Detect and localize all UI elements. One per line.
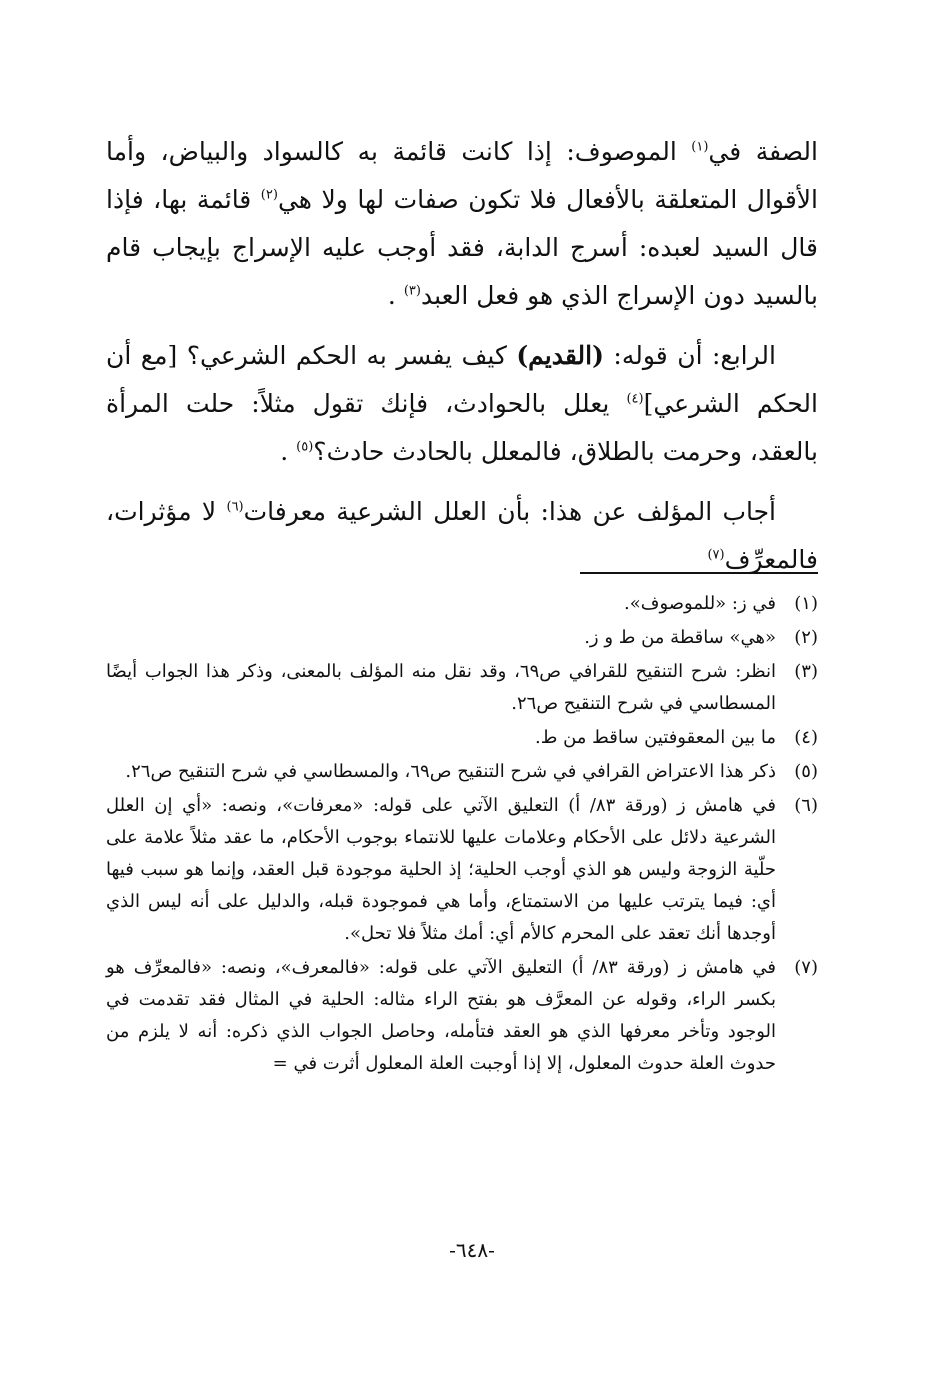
footnote-text: في هامش ز (ورقة ٨٣/ أ) التعليق الآتي على قوله: «معرفات»، ونصه: «أي إن العلل الشرعية دلائل على الأحكام وعلامات عليها للانتماء بوجوب الأحكام، ما عقد مثلاً علامة على حلّية الزوجة وليس هو الذي أوجب الحلية؛ إذ الحلية موجودة قبل العقد، وإنما هو سبب فيها أي: فيما يترتب عليها من الاستمتاع، وأما هي فموجودة قبله، والدليل على أنه ليس الذي أوجدها أنك تعقد على المحرم كالأم أي: أمك مثلاً فلا تحل». [106,795,776,944]
text-segment: قائمة بها، فإذا قال السيد لعبده: أسرج الدابة، فقد أوجب عليه الإسراج بإيجاب قام بالسيد دون الإسراج الذي هو فعل العبد [106,185,818,310]
text-segment: الصفة في [708,137,818,166]
footnote-text: ما بين المعقوفتين ساقط من ط. [535,727,776,748]
text-segment: كيف يفسر به الحكم الشرعي؟ [مع أن الحكم الشرعي] [106,341,818,418]
text-segment: يعلل بالحوادث، فإنك تقول مثلاً: حلت المرأة بالعقد، وحرمت بالطلاق، فالمعلل بالحادث حادث؟ [106,389,818,466]
quoted-term: (القديم) [516,341,604,370]
text-segment: لا مؤثرات، فالمعرِّف [106,497,818,574]
footnote-reference: (٤) [626,391,644,407]
footnotes-section [106,588,818,1082]
footnote-text: «هي» ساقطة من ط و ز. [584,627,776,648]
main-paragraph [106,128,818,320]
footnote-number: (٢) [794,627,818,648]
footnote [106,622,818,654]
page-number: -٦٤٨- [449,1238,495,1262]
footnote-reference: (١) [691,139,709,155]
main-paragraph [106,488,818,584]
footnote-reference: (٥) [296,439,314,455]
footnote-text: ذكر هذا الاعتراض القرافي في شرح التنقيح ص٦٩، والمسطاسي في شرح التنقيح ص٢٦. [125,761,776,782]
footnote [106,656,818,720]
footnote-number: (٧) [794,957,818,978]
footnote-number: (٣) [794,661,818,682]
main-text-body [106,128,818,596]
footnote-reference: (٢) [260,187,278,203]
footnote [106,588,818,620]
text-segment: أجاب المؤلف عن هذا: بأن العلل الشرعية معرفات [243,497,776,526]
text-segment: . [387,281,404,310]
footnote-number: (٤) [794,727,818,748]
footnote-reference: (٧) [707,547,725,563]
main-paragraph [106,332,818,476]
text-segment: الرابع: أن قوله: [603,341,776,370]
footnote-number: (٦) [794,795,818,816]
footnote-number: (١) [794,593,818,614]
footnote-reference: (٣) [403,283,421,299]
footnote-number: (٥) [794,761,818,782]
footnote-text: في هامش ز (ورقة ٨٣/ أ) التعليق الآتي على قوله: «فالمعرف»، ونصه: «فالمعرِّف هو بكسر الراء، وقوله عن المعرَّف هو بفتح الراء مثاله: الحلية في المثال فقد تقدمت في الوجود وتأخر معرفها الذي هو العقد فتأمله، وحاصل الجواب الذي ذكره: أنه لا يلزم من حدوث العلة حدوث المعلول، إلا إذا أوجبت العلة المعلول أثرت في = [106,957,776,1074]
footnote-text: في ز: «للموصوف». [624,593,776,614]
footnote-reference: (٦) [226,499,244,515]
text-segment: . [280,437,297,466]
footnote-separator [580,572,818,574]
footnote [106,952,818,1080]
footnote [106,722,818,754]
text-segment: الموصوف: إذا كانت قائمة به كالسواد والبياض، وأما الأقوال المتعلقة بالأفعال فلا تكون صفات لها ولا هي [106,137,818,214]
footnote-text: انظر: شرح التنقيح للقرافي ص٦٩، وقد نقل منه المؤلف بالمعنى، وذكر هذا الجواب أيضًا المسطاسي في شرح التنقيح ص٢٦. [106,661,776,714]
footnote [106,756,818,788]
footnote [106,790,818,950]
